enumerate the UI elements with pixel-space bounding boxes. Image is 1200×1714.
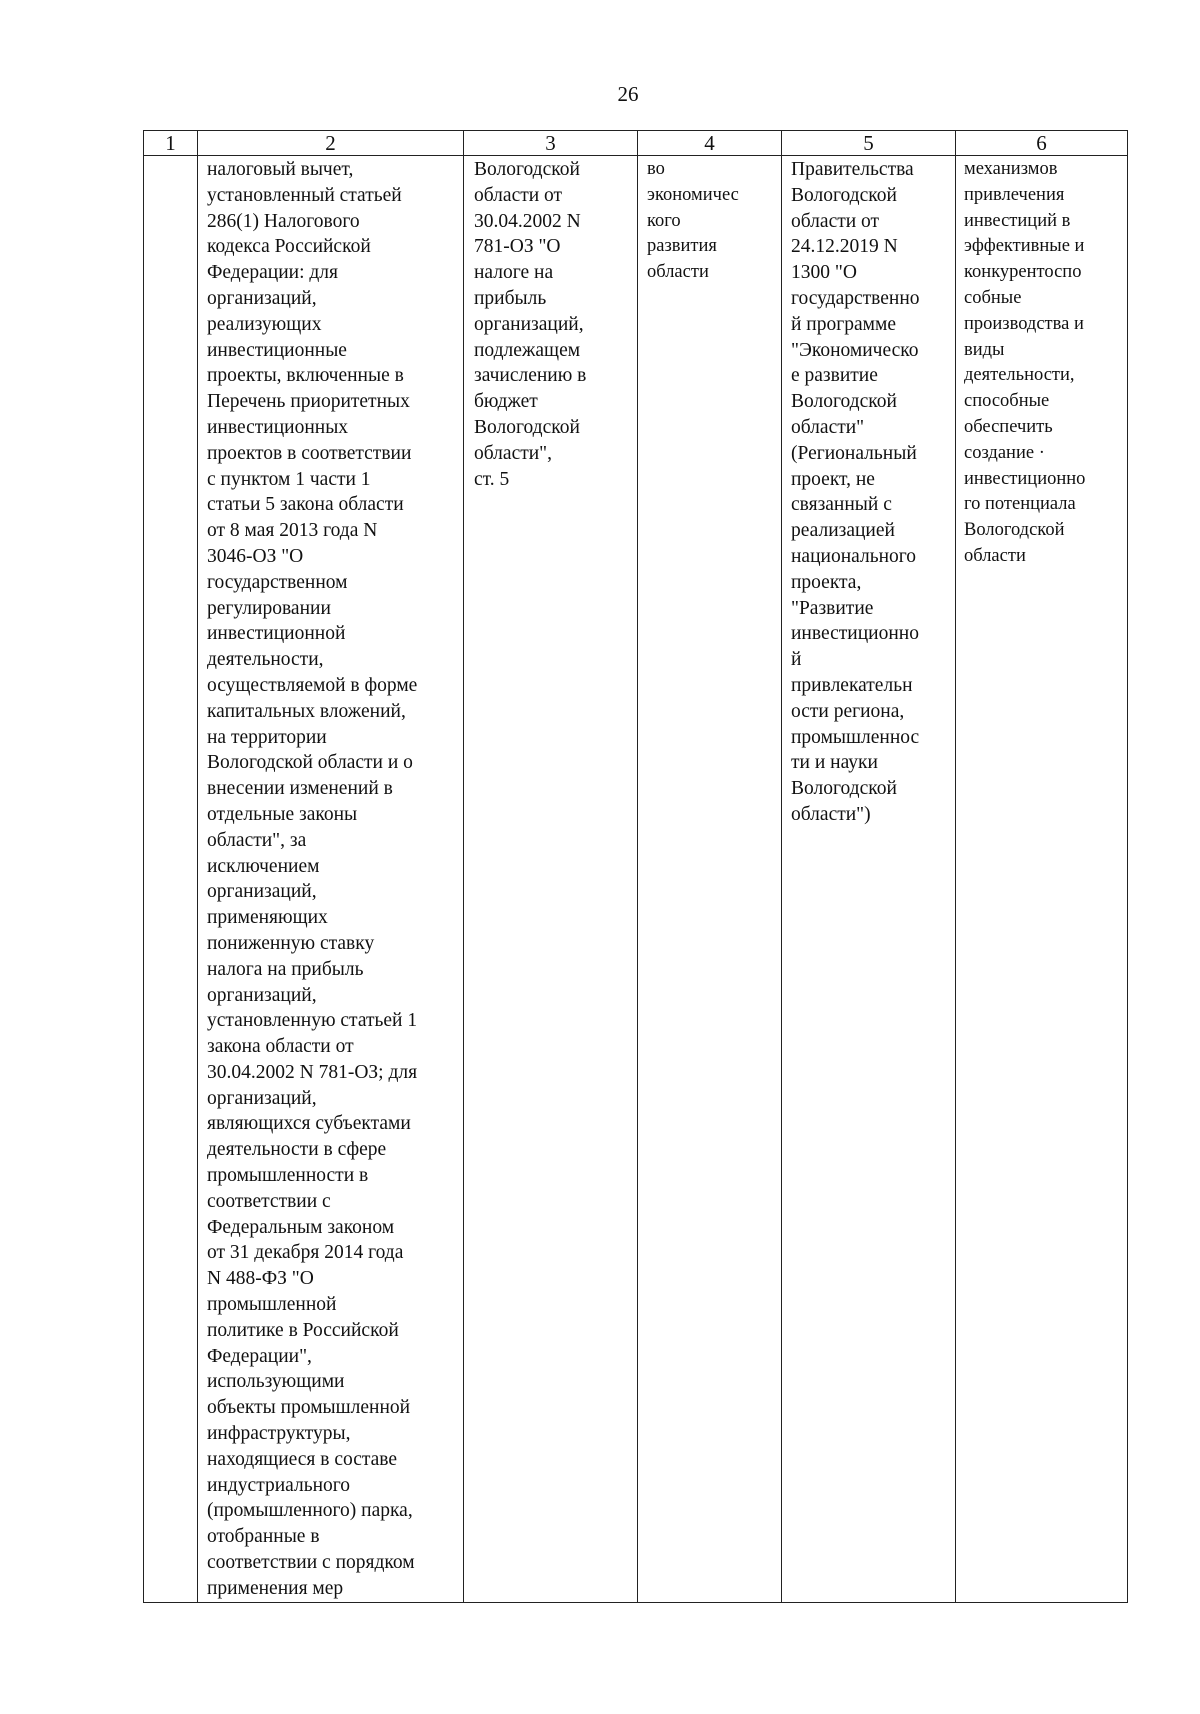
cell-col-4 bbox=[638, 156, 782, 1603]
cell-col-3 bbox=[464, 156, 638, 1603]
header-col-3: 3 bbox=[464, 131, 638, 156]
header-col-5: 5 bbox=[782, 131, 956, 156]
cell-col-4-text: во экономичес кого развития области bbox=[647, 159, 739, 283]
header-col-6: 6 bbox=[956, 131, 1128, 156]
cell-col-2 bbox=[198, 156, 464, 1603]
header-col-2: 2 bbox=[198, 131, 464, 156]
cell-col-1-text bbox=[144, 156, 197, 157]
cell-col-6-text: механизмов привлечения инвестиций в эффективные и конкурентоспо собные производства и виды деятельности, способные обеспечить создание · инвестиционно го потенциала Вологодской области bbox=[964, 159, 1086, 566]
document-table bbox=[143, 130, 1128, 1603]
cell-col-2-text: налоговый вычет, установленный статьей 286(1) Налогового кодекса Российской Федерации: для организаций, реализующих инвестиционные проекты, включенные в Перечень приоритетных инвестиционных проектов в соответствии с пунктом 1 части 1 статьи 5 закона области от 8 мая 2013 года N 3046-ОЗ "О государственном регулировании инвестиционной деятельности, осуществляемой в форме капитальных вложений, на территории Вологодской области и о внесении изменений в отдельные законы области", за исключением организаций, применяющих пониженную ставку налога на прибыль организаций, установленную статьей 1 закона области от 30.04.2002 N 781-ОЗ; для организаций, являющихся субъектами деятельности в сфере промышленности в соответствии с Федеральным законом от 31 декабря 2014 года N 488-ФЗ "О промышленной политике в Российской Федерации", использующими объекты промышленной инфраструктуры, находящиеся в составе индустриального (промышленного) парка, отобранные в соответствии с порядком применения мер bbox=[207, 159, 418, 1599]
table-header-row bbox=[144, 131, 1128, 156]
header-col-1: 1 bbox=[144, 131, 198, 156]
cell-col-5-text: Правительства Вологодской области от 24.12.2019 N 1300 "О государственно й программе "Экономическо е развитие Вологодской области" (Региональный проект, не связанный с реализацией национального проекта, "Развитие инвестиционно й привлекательн ости региона, промышленнос ти и науки Вологодской области") bbox=[791, 159, 920, 825]
page-number: 26 bbox=[617, 82, 639, 106]
cell-col-5 bbox=[782, 156, 956, 1603]
header-col-4: 4 bbox=[638, 131, 782, 156]
cell-col-6 bbox=[956, 156, 1128, 1603]
table-row bbox=[144, 156, 1128, 1603]
cell-col-3-text: Вологодской области от 30.04.2002 N 781-ОЗ "О налоге на прибыль организаций, подлежащем зачислению в бюджет Вологодской области", ст. 5 bbox=[474, 159, 587, 490]
cell-col-1 bbox=[144, 156, 198, 1603]
